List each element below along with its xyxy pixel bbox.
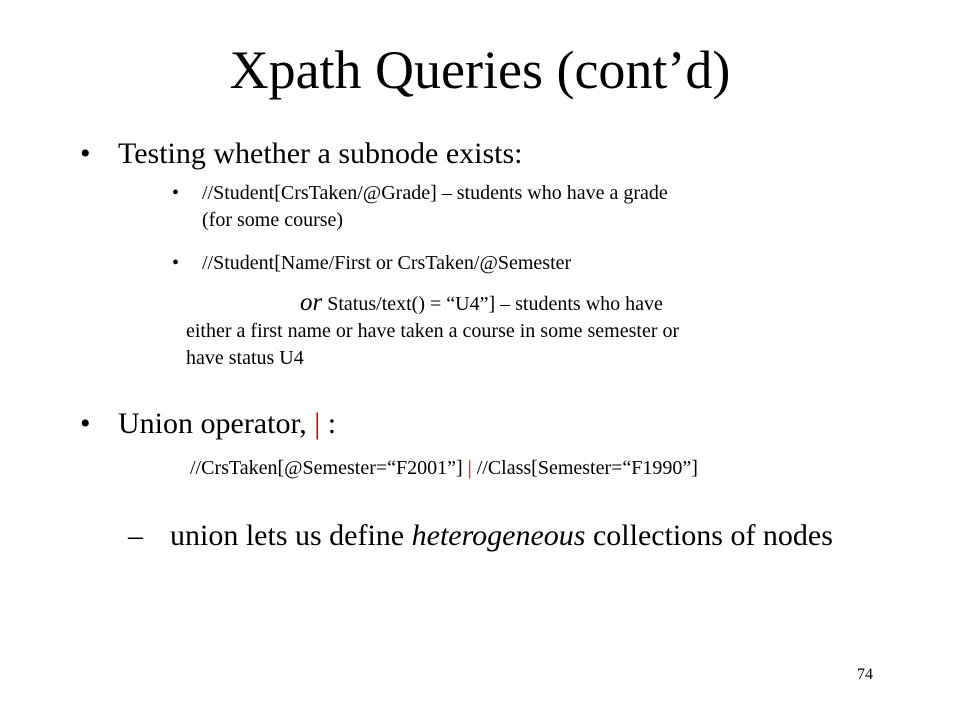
bullet-dot: • bbox=[80, 137, 91, 170]
dash-text-emphasis: heterogeneous bbox=[411, 519, 586, 552]
dash-text-after: collections of nodes bbox=[585, 519, 833, 552]
sub-bullet-dot: • bbox=[172, 182, 180, 204]
bullet-suffix: : bbox=[320, 407, 337, 440]
union-example-right: //Class[Semester=“F1990”] bbox=[471, 457, 698, 479]
sub-bullet-line: have status U4 bbox=[186, 347, 304, 369]
bullet-text: Testing whether a subnode exists: bbox=[118, 137, 523, 170]
union-example bbox=[190, 453, 698, 483]
bullet-dot: • bbox=[80, 407, 91, 440]
sub-bullet-or-query bbox=[172, 250, 872, 372]
union-example-pipe: | bbox=[467, 457, 472, 479]
bullet-union-operator bbox=[80, 406, 336, 442]
dash-marker: – bbox=[128, 519, 143, 552]
slide-title: Xpath Queries (cont’d) bbox=[229, 40, 731, 100]
sub-bullet-line: //Student[Name/First or CrsTaken/@Semester bbox=[202, 252, 572, 274]
sub-bullet-line: either a first name or have taken a course in some semester or bbox=[186, 320, 680, 342]
page-number: 74 bbox=[857, 666, 873, 683]
sub-bullet-grade-query bbox=[172, 180, 872, 234]
sub-bullet-line bbox=[300, 289, 872, 318]
sub-bullet-line: (for some course) bbox=[202, 209, 344, 231]
or-keyword: or bbox=[300, 289, 323, 316]
dash-text-before: union lets us define bbox=[170, 519, 412, 552]
bullet-text: Union operator, bbox=[118, 407, 315, 440]
union-pipe-symbol: | bbox=[314, 407, 321, 440]
sub-bullet-text: Status/text() = “U4”] – students who have bbox=[322, 293, 663, 315]
union-example-left: //CrsTaken[@Semester=“F2001”] bbox=[190, 457, 468, 479]
dash-item-heterogeneous bbox=[128, 518, 833, 554]
bullet-testing-subnode bbox=[80, 136, 523, 172]
sub-bullet-line: //Student[CrsTaken/@Grade] – students who have a grade bbox=[202, 182, 668, 204]
sub-bullet-dot: • bbox=[172, 252, 180, 274]
